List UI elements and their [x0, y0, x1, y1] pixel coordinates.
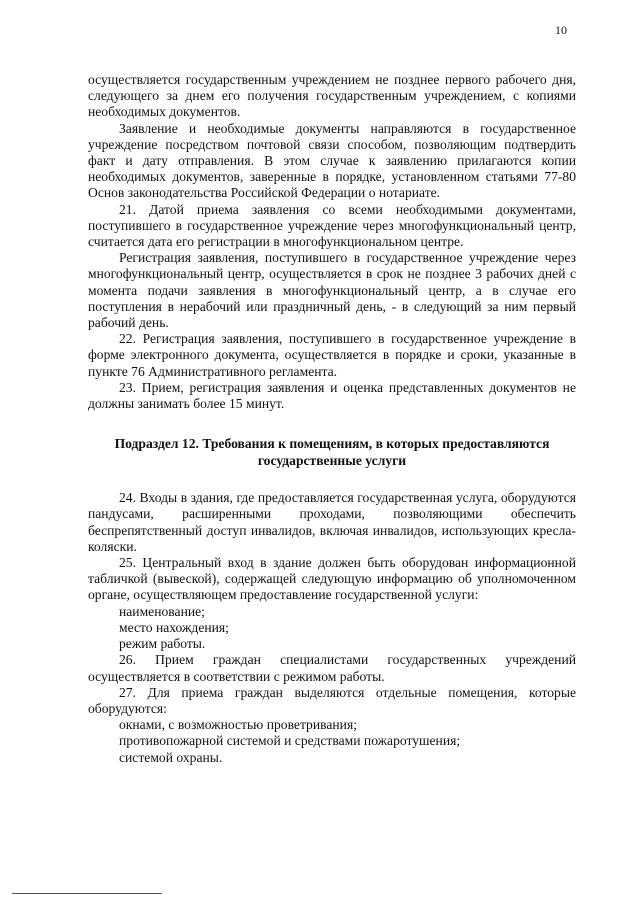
list-item: режим работы.: [119, 636, 206, 652]
paragraph-registration-mfc: Регистрация заявления, поступившего в государственное учреждение через многофункциональный центр, осуществляется в срок не позднее 3 рабочих дней с момента подачи заявления в многофункциональный центр, а в случае его поступления в нерабочий или праздничный день, - в следующий за ним первый рабочий день.: [88, 250, 576, 331]
paragraph-continuation: осуществляется государственным учреждением не позднее первого рабочего дня, следующего за днем его получения государственным учреждением, с копиями необходимых документов.: [88, 72, 576, 120]
paragraph-22: 22. Регистрация заявления, поступившего в государственное учреждение в форме электронного документа, осуществляется в порядке и сроки, указанные в пункте 76 Административного регламента.: [88, 331, 576, 379]
list-item: противопожарной системой и средствами пожаротушения;: [119, 733, 461, 749]
document-body: [88, 72, 576, 766]
paragraph-24: 24. Входы в здания, где предоставляется государственная услуга, оборудуются пандусами, расширенными проходами, позволяющими обеспечить беспрепятственный доступ инвалидов, включая инвалидов, использующих кресла-коляски.: [88, 490, 576, 554]
list-item: наименование;: [119, 603, 205, 619]
list-item: системой охраны.: [119, 749, 223, 765]
paragraph-23: 23. Прием, регистрация заявления и оценка представленных документов не должны занимать более 15 минут.: [88, 379, 576, 412]
list-item: окнами, с возможностью проветривания;: [119, 717, 357, 733]
list-item: место нахождения;: [119, 619, 229, 635]
paragraph-mail-submission: Заявление и необходимые документы направляются в государственное учреждение посредством почтовой связи способом, позволяющим подтвердить факт и дату отправления. В этом случае к заявлению прилагаются копии необходимых документов, заверенные в порядке, установленном статьями 77-80 Основ законодательства Российской Федерации о нотариате.: [88, 120, 576, 201]
footnote-divider: [12, 893, 162, 894]
page-number: 10: [555, 23, 567, 37]
section-heading: Подраздел 12. Требования к помещениям, в которых предоставляются государственные услуги: [114, 436, 550, 469]
paragraph-21: 21. Датой приема заявления со всеми необходимыми документами, поступившего в государственное учреждение через многофункциональный центр, считается дата его регистрации в многофункциональном центре.: [88, 201, 576, 250]
paragraph-25: 25. Центральный вход в здание должен быть оборудован информационной табличкой (вывеской), содержащей следующую информацию об уполномоченном органе, осуществляющем предоставление государственной услуги:: [88, 555, 576, 603]
paragraph-27: 27. Для приема граждан выделяются отдельные помещения, которые оборудуются:: [88, 684, 576, 716]
paragraph-26: 26. Прием граждан специалистами государственных учреждений осуществляется в соответствии с режимом работы.: [88, 652, 576, 684]
